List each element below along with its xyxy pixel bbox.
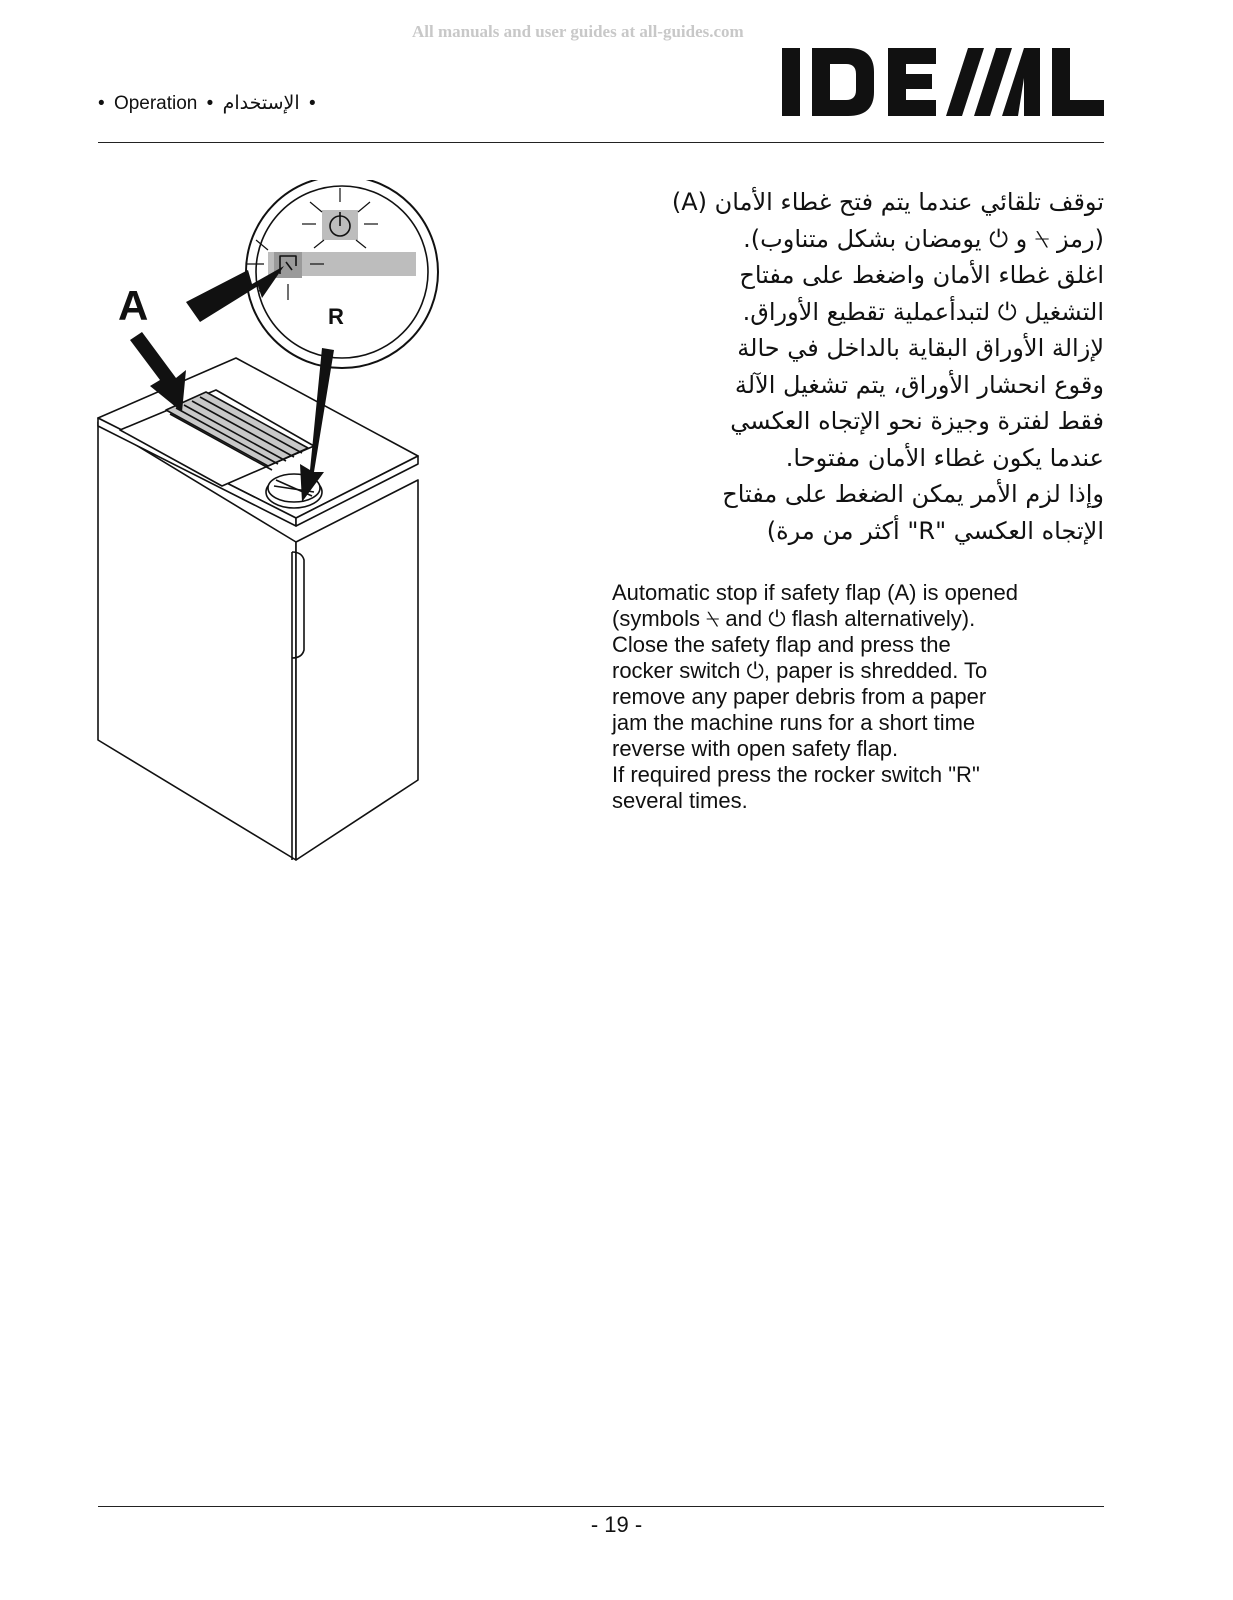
english-line: If required press the rocker switch "R"	[612, 762, 980, 787]
section-label	[98, 92, 320, 115]
bullet: •	[206, 93, 214, 114]
footer-rule	[98, 1506, 1104, 1507]
label-switch: R	[328, 304, 344, 329]
arabic-line: الإتجاه العكسي "R" أكثر من مرة)	[766, 516, 1104, 545]
arabic-line: لإزالة الأوراق البقاية بالداخل في حالة	[737, 334, 1104, 362]
shredder-illustration	[96, 180, 596, 870]
arabic-line: التشغيل ⏻ لتبدأعملية تقطيع الأوراق.	[742, 297, 1104, 326]
arabic-line: اغلق غطاء الأمان واضغط على مفتاح	[739, 261, 1104, 289]
arabic-line: وإذا لزم الأمر يمكن الضغط على مفتاح	[722, 480, 1104, 508]
arabic-line: وقوع انحشار الأوراق، يتم تشغيل الآلة	[734, 370, 1104, 399]
english-line: rocker switch ⏻, paper is shredded. To	[612, 658, 988, 683]
english-line: Close the safety flap and press the	[612, 632, 951, 657]
header-rule	[98, 142, 1104, 143]
section-title-ar: الإستخدام	[222, 92, 300, 114]
ideal-logo	[782, 46, 1104, 118]
arabic-line: عندما يكون غطاء الأمان مفتوحا.	[785, 443, 1104, 472]
arabic-line: توقف تلقائي عندما يتم فتح غطاء الأمان (A)	[671, 188, 1104, 216]
label-flap: A	[118, 282, 149, 329]
english-line: jam the machine runs for a short time	[612, 710, 976, 735]
english-line: Automatic stop if safety flap (A) is opened	[612, 580, 1018, 605]
page-number: - 19 -	[590, 1512, 643, 1537]
arabic-line: (رمز ⍀ و ⏻ يومضان بشكل متناوب).	[743, 224, 1104, 253]
bullet: •	[98, 93, 105, 114]
bullet: •	[308, 93, 316, 114]
english-instructions	[612, 580, 1082, 814]
watermark: All manuals and user guides at all-guides.com	[412, 22, 744, 41]
english-line: reverse with open safety flap.	[612, 736, 899, 761]
section-title-en: Operation	[113, 93, 198, 114]
english-line: remove any paper debris from a paper	[612, 684, 987, 709]
english-line: (symbols ⍀ and ⏻ flash alternatively).	[612, 606, 976, 631]
arabic-line: فقط لفترة وجيزة نحو الإتجاه العكسي	[730, 407, 1104, 435]
arabic-instructions	[640, 184, 1104, 549]
english-line: several times.	[612, 788, 748, 813]
